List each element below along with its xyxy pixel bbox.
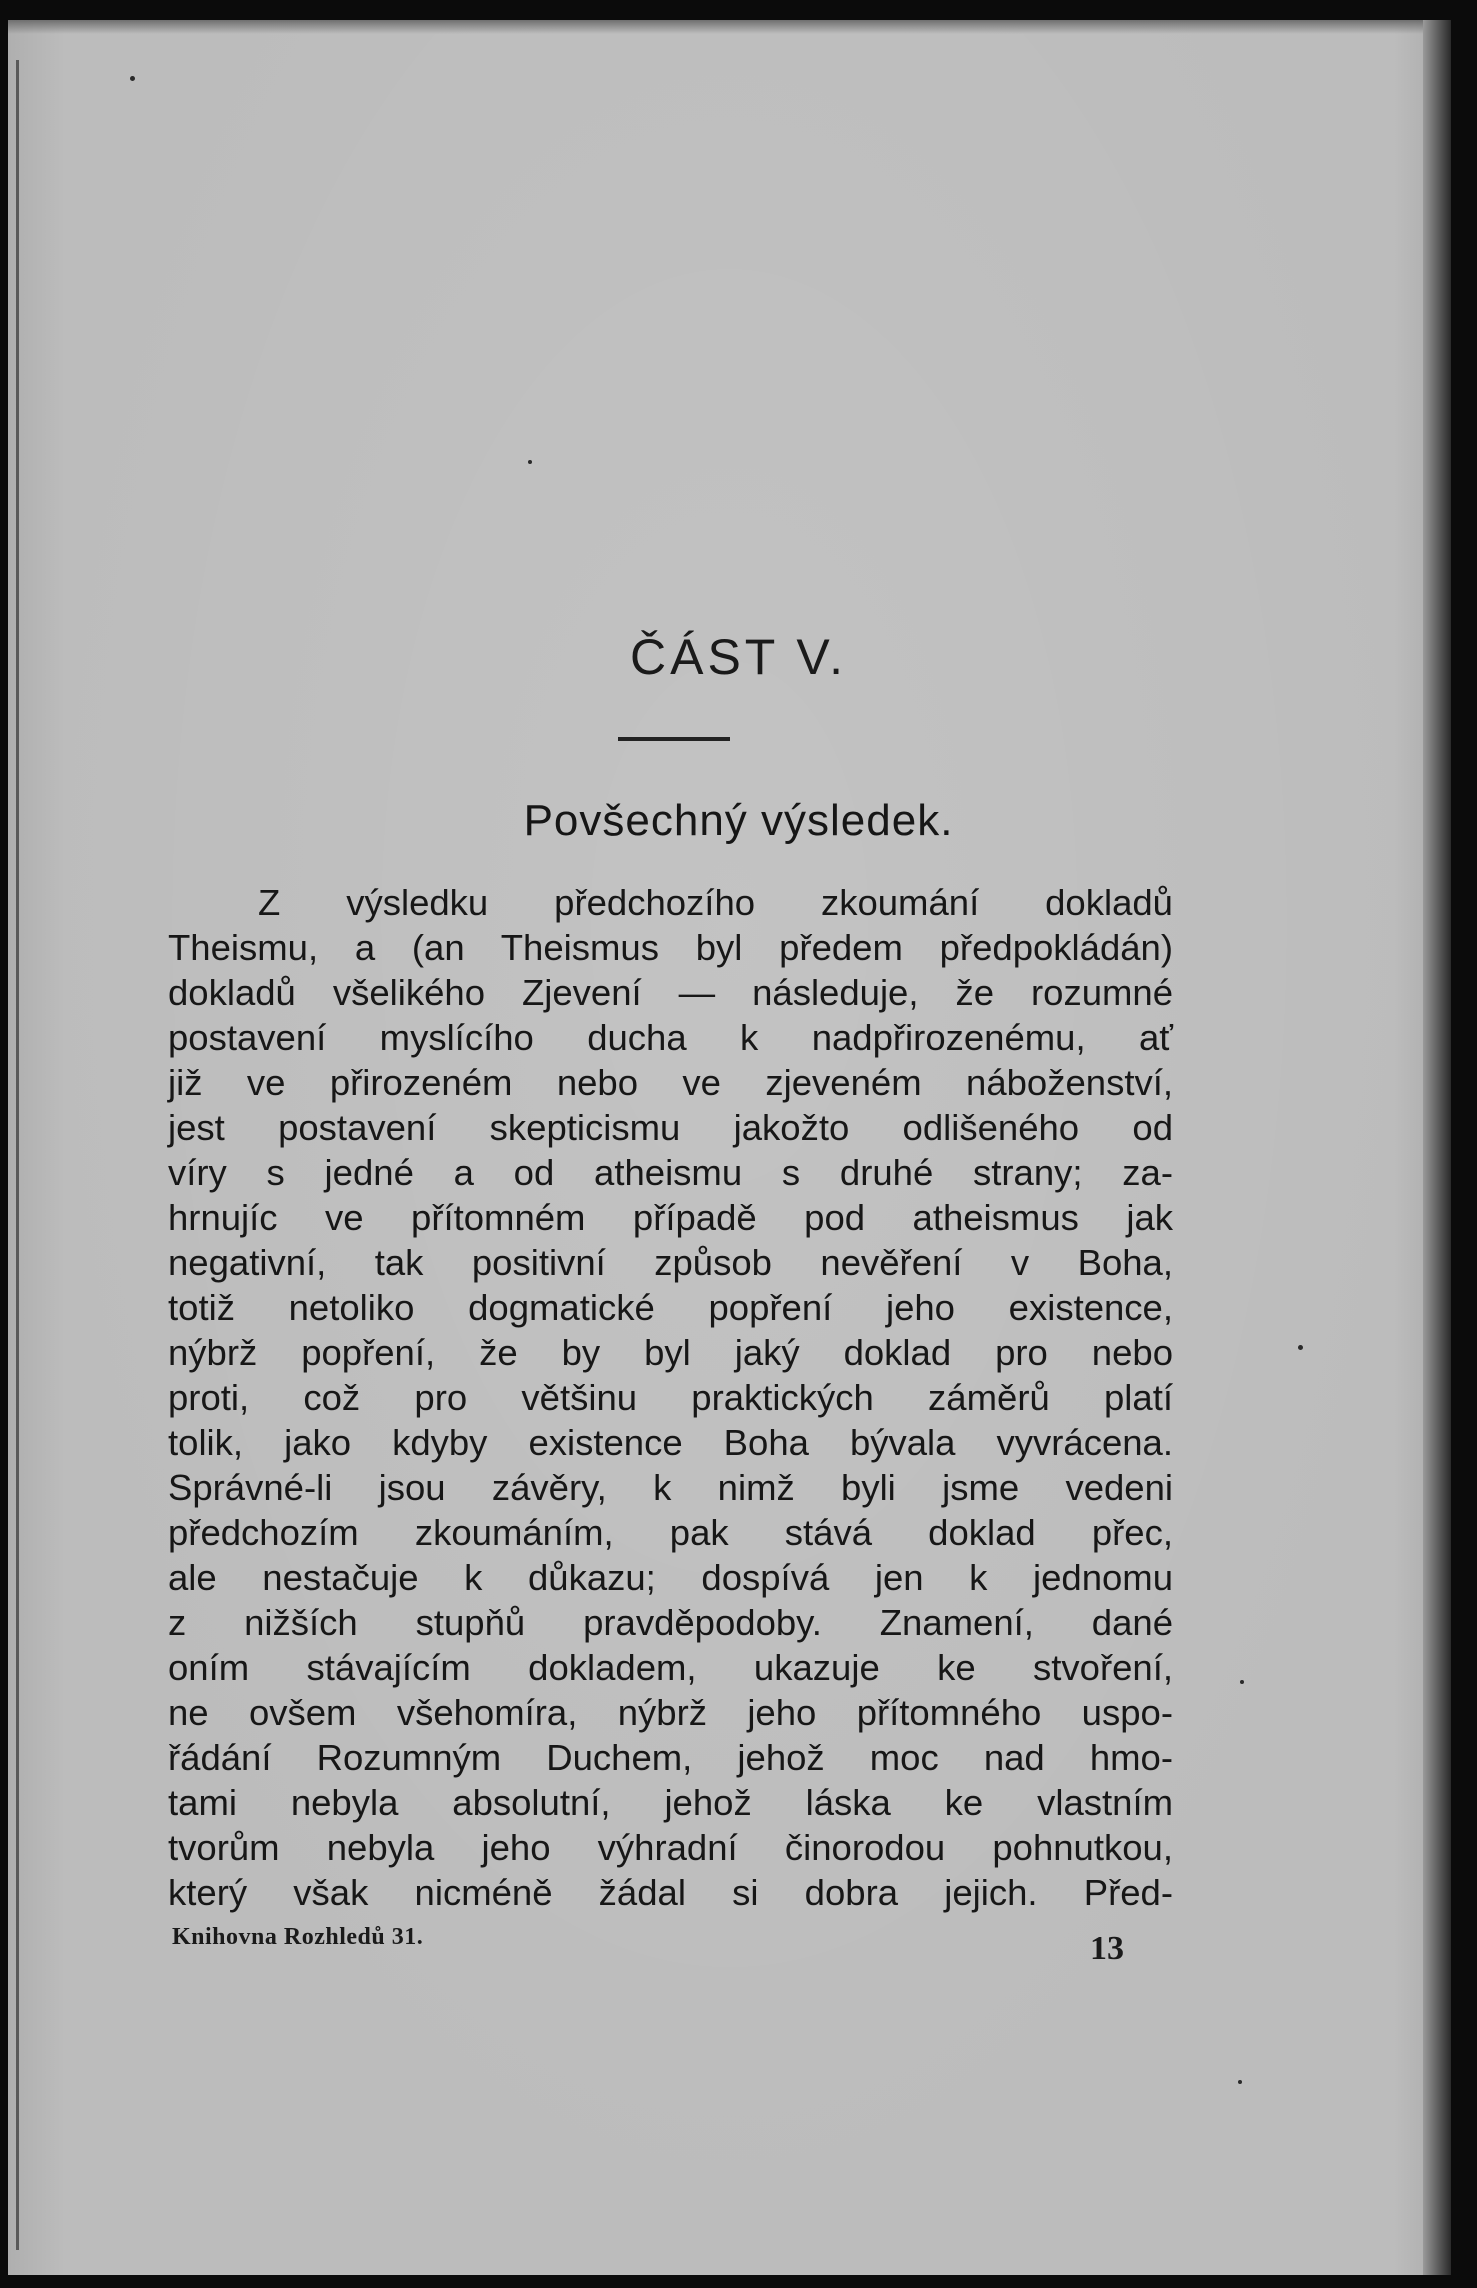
heading-rule — [618, 737, 730, 741]
body-line: řádání Rozumným Duchem, jehož moc nad hmo- — [168, 1737, 1173, 1778]
print-speck — [528, 460, 532, 464]
body-line: z nižších stupňů pravděpodoby. Znamení, dané — [168, 1602, 1173, 1643]
series-mark: Knihovna Rozhledů 31. — [172, 1924, 424, 1950]
body-line: Theismu, a (an Theismus byl předem předpokládán) — [168, 927, 1173, 968]
body-line: oním stávajícím dokladem, ukazuje ke stvoření, — [168, 1647, 1173, 1688]
body-line: tvorům nebyla jeho výhradní činorodou pohnutkou, — [168, 1827, 1173, 1868]
print-speck — [1240, 1680, 1244, 1684]
signature-mark: 13 — [1090, 1930, 1124, 1967]
print-speck — [130, 76, 135, 81]
body-line: dokladů všelikého Zjevení — následuje, že rozumné — [168, 972, 1173, 1013]
body-line: postavení myslícího ducha k nadpřirozenému, ať — [168, 1017, 1173, 1058]
print-speck — [1238, 2080, 1242, 2084]
chapter-heading: ČÁST V. — [630, 629, 847, 685]
body-line: nýbrž popření, že by byl jaký doklad pro nebo — [168, 1332, 1173, 1373]
body-line: víry s jedné a od atheismu s druhé strany; za- — [168, 1152, 1173, 1193]
body-line: tami nebyla absolutní, jehož láska ke vlastním — [168, 1782, 1173, 1823]
body-line: jest postavení skepticismu jakožto odlišeného od — [168, 1107, 1173, 1148]
page-top-edge — [8, 20, 1451, 34]
body-line: předchozím zkoumáním, pak stává doklad přec, — [168, 1512, 1173, 1553]
page-footer — [172, 1924, 1132, 1967]
body-line: hrnujíc ve přítomném případě pod atheismus jak — [168, 1197, 1173, 1238]
body-line: proti, což pro většinu praktických záměrů platí — [168, 1377, 1173, 1418]
body-line: negativní, tak positivní způsob nevěření v Boha, — [168, 1242, 1173, 1283]
page-left-edge — [16, 60, 19, 2250]
body-line: tolik, jako kdyby existence Boha bývala vyvrácena. — [168, 1422, 1173, 1463]
body-line: ale nestačuje k důkazu; dospívá jen k jednomu — [168, 1557, 1173, 1598]
section-title: Povšechný výsledek. — [523, 796, 954, 845]
print-speck — [1298, 1345, 1303, 1350]
body-line: který však nicméně žádal si dobra jejich. Před- — [168, 1872, 1173, 1913]
body-text — [168, 880, 1173, 1915]
page-right-edge — [1423, 20, 1451, 2275]
body-line: již ve přirozeném nebo ve zjeveném náboženství, — [168, 1062, 1173, 1103]
body-line: ne ovšem všehomíra, nýbrž jeho přítomného uspo- — [168, 1692, 1173, 1733]
body-line: Správné-li jsou závěry, k nimž byli jsme vedeni — [168, 1467, 1173, 1508]
body-line: totiž netoliko dogmatické popření jeho existence, — [168, 1287, 1173, 1328]
body-line: Z výsledku předchozího zkoumání dokladů — [258, 882, 1173, 923]
